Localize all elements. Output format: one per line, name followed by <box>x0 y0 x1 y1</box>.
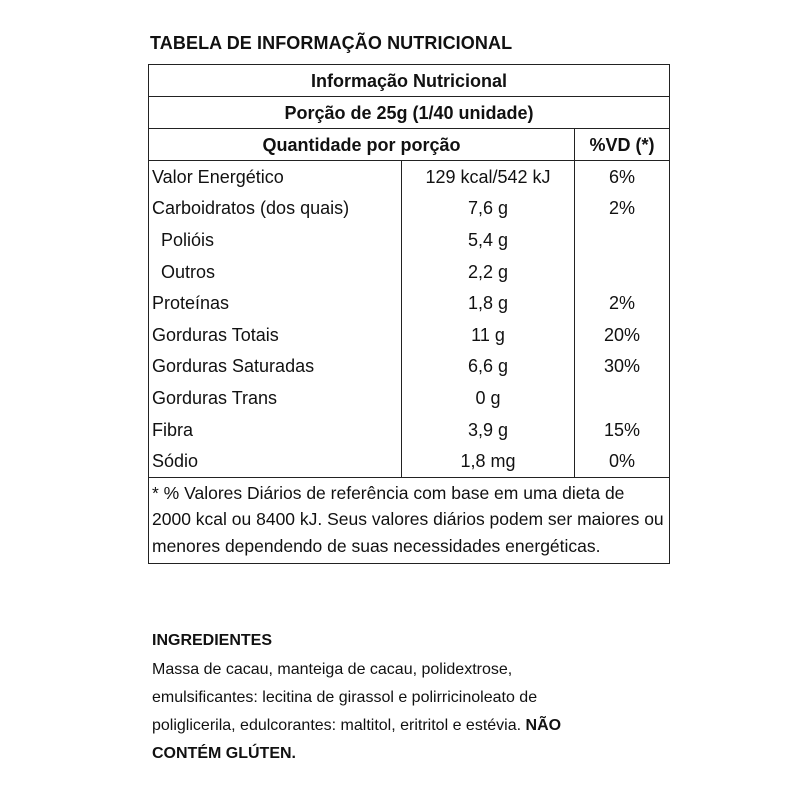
nutrient-quantity: 3,9 g <box>402 414 575 446</box>
table-row <box>149 351 670 383</box>
nutrient-quantity: 129 kcal/542 kJ <box>402 161 575 193</box>
nutrient-vd: 20% <box>575 319 670 351</box>
nutrient-vd: 30% <box>575 351 670 383</box>
nutrient-vd <box>575 382 670 414</box>
page-title: TABELA DE INFORMAÇÃO NUTRICIONAL <box>150 33 513 53</box>
nutrient-quantity: 6,6 g <box>402 351 575 383</box>
nutrient-rows <box>149 161 670 478</box>
nutrient-name: Gorduras Totais <box>149 319 402 351</box>
quantity-column-header: Quantidade por porção <box>149 129 575 161</box>
table-row <box>149 445 670 477</box>
nutrient-quantity: 5,4 g <box>402 224 575 256</box>
nutrient-name: Proteínas <box>149 287 402 319</box>
nutrient-name: Sódio <box>149 445 402 477</box>
nutrient-quantity: 1,8 g <box>402 287 575 319</box>
nutrient-name: Gorduras Saturadas <box>149 351 402 383</box>
table-row <box>149 382 670 414</box>
nutrient-vd <box>575 224 670 256</box>
ingredients-title: INGREDIENTES <box>152 632 273 649</box>
nutrient-quantity: 7,6 g <box>402 193 575 225</box>
ingredients-text <box>152 656 592 768</box>
ingredients-list: Massa de cacau, manteiga de cacau, polidextrose, emulsificantes: lecitina de girassol e polirricinoleato de poliglicerila, edulcorantes: maltitol, eritritol e estévia. <box>152 661 538 734</box>
vd-footnote: * % Valores Diários de referência com base em uma dieta de 2000 kcal ou 8400 kJ. Seus valores diários podem ser maiores ou menores dependendo de suas necessidades energéticas. <box>149 477 670 564</box>
table-row <box>149 161 670 193</box>
nutrient-vd: 2% <box>575 193 670 225</box>
table-row <box>149 193 670 225</box>
table-row <box>149 414 670 446</box>
nutrient-quantity: 1,8 mg <box>402 445 575 477</box>
table-row <box>149 224 670 256</box>
nutrient-name: Gorduras Trans <box>149 382 402 414</box>
table-row <box>149 256 670 288</box>
nutrient-vd: 2% <box>575 287 670 319</box>
portion-size: Porção de 25g (1/40 unidade) <box>149 97 670 129</box>
nutrient-name: Outros <box>149 256 402 288</box>
table-header: Informação Nutricional <box>149 65 670 97</box>
nutrient-vd: 0% <box>575 445 670 477</box>
vd-column-header: %VD (*) <box>575 129 670 161</box>
nutrient-quantity: 0 g <box>402 382 575 414</box>
nutrition-table <box>148 64 670 564</box>
nutrient-name: Valor Energético <box>149 161 402 193</box>
nutrient-name: Carboidratos (dos quais) <box>149 193 402 225</box>
nutrient-name: Fibra <box>149 414 402 446</box>
nutrient-quantity: 2,2 g <box>402 256 575 288</box>
table-row <box>149 319 670 351</box>
nutrient-vd <box>575 256 670 288</box>
nutrient-quantity: 11 g <box>402 319 575 351</box>
gluten-notice: NÃO CONTÉM GLÚTEN. <box>152 717 562 762</box>
nutrient-name: Polióis <box>149 224 402 256</box>
nutrient-vd: 15% <box>575 414 670 446</box>
nutrient-vd: 6% <box>575 161 670 193</box>
table-row <box>149 287 670 319</box>
